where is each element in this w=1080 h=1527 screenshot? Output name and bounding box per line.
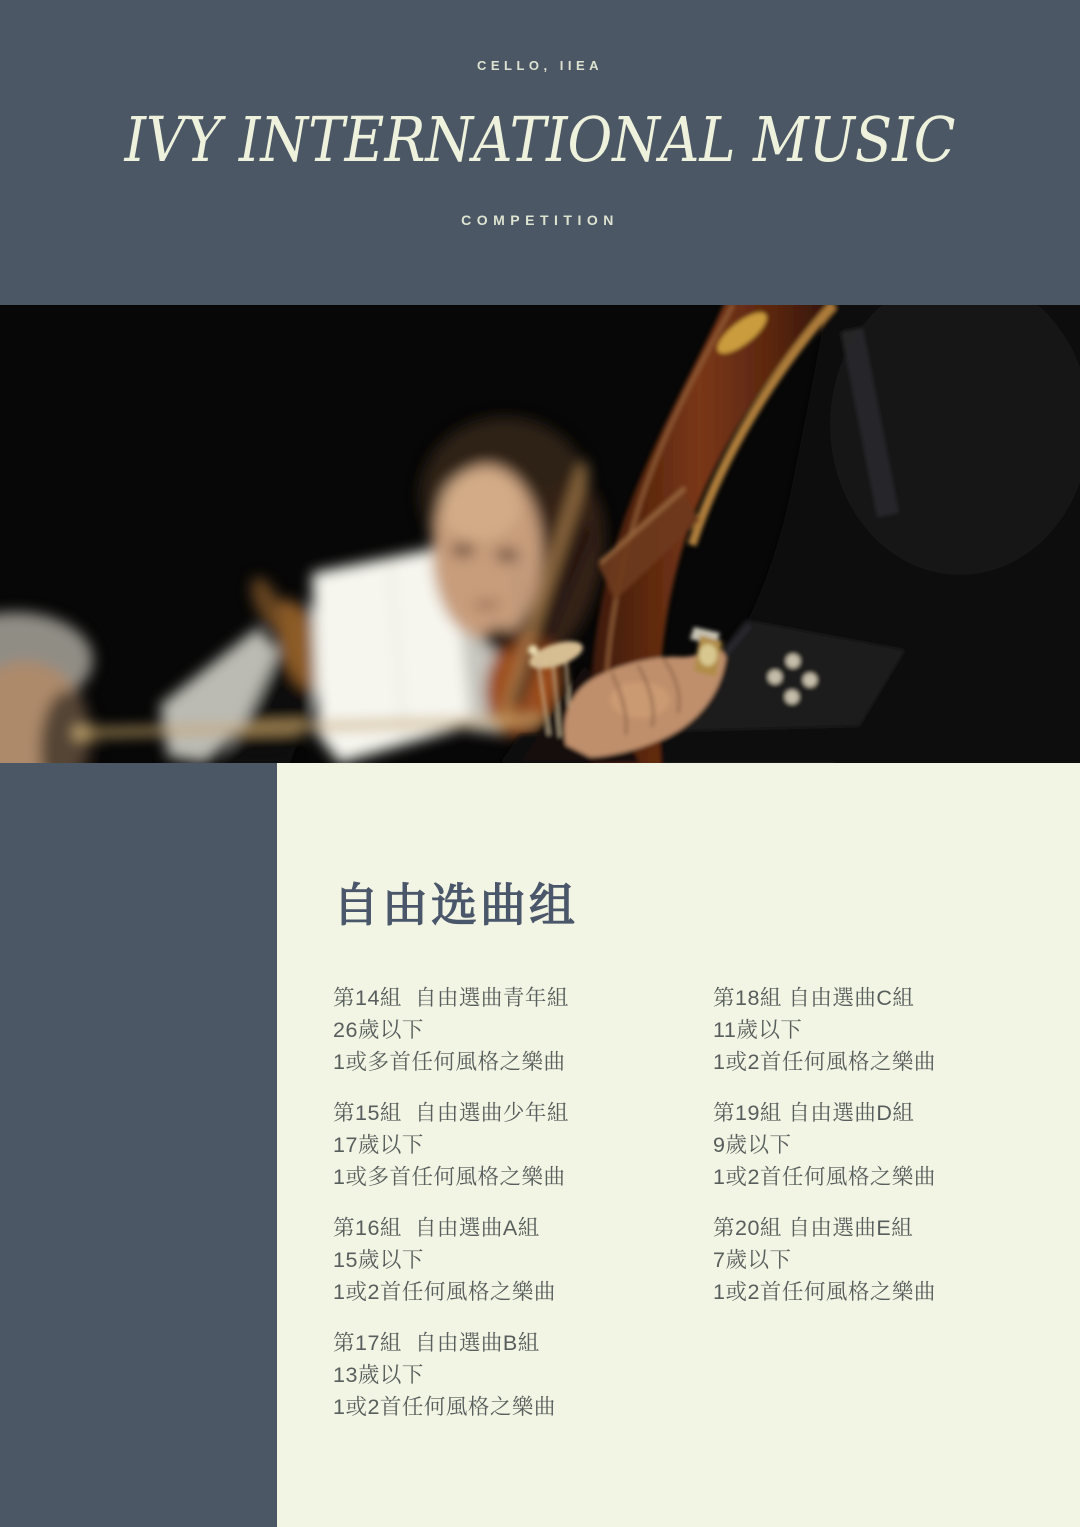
concert-photo xyxy=(0,305,1080,763)
body-section xyxy=(0,763,1080,1527)
group-age: 17歲以下 xyxy=(333,1133,424,1157)
group-item-17 xyxy=(333,1327,713,1423)
group-repertoire: 1或多首任何風格之樂曲 xyxy=(333,1165,566,1189)
group-columns xyxy=(333,982,1080,1442)
groups-content xyxy=(277,763,1080,1527)
group-title: 第18組 自由選曲C組 xyxy=(713,986,915,1010)
group-title: 第17組 自由選曲B組 xyxy=(333,1331,540,1355)
group-column-right xyxy=(713,982,1080,1442)
group-repertoire: 1或2首任何風格之樂曲 xyxy=(713,1050,936,1074)
group-item-16 xyxy=(333,1212,713,1308)
group-repertoire: 1或2首任何風格之樂曲 xyxy=(333,1280,556,1304)
group-age: 13歲以下 xyxy=(333,1363,424,1387)
group-title: 第15組 自由選曲少年組 xyxy=(333,1101,569,1125)
group-item-15 xyxy=(333,1097,713,1193)
group-title: 第20組 自由選曲E組 xyxy=(713,1216,914,1240)
group-repertoire: 1或2首任何風格之樂曲 xyxy=(333,1395,556,1419)
group-repertoire: 1或多首任何風格之樂曲 xyxy=(333,1050,566,1074)
group-title: 第19組 自由選曲D組 xyxy=(713,1101,915,1125)
header-kicker: CELLO, IIEA xyxy=(476,58,604,73)
group-item-18 xyxy=(713,982,1080,1078)
group-repertoire: 1或2首任何風格之樂曲 xyxy=(713,1165,936,1189)
group-title: 第14組 自由選曲青年組 xyxy=(333,986,569,1010)
header-subtitle: COMPETITION xyxy=(461,212,619,228)
group-item-19 xyxy=(713,1097,1080,1193)
group-item-20 xyxy=(713,1212,1080,1308)
group-age: 9歲以下 xyxy=(713,1133,792,1157)
section-heading: 自由选曲组 xyxy=(333,879,578,931)
group-column-left xyxy=(333,982,713,1442)
group-item-14 xyxy=(333,982,713,1078)
group-title: 第16組 自由選曲A組 xyxy=(333,1216,540,1240)
left-accent-strip xyxy=(0,763,277,1527)
group-age: 15歲以下 xyxy=(333,1248,424,1272)
header xyxy=(0,0,1080,305)
group-age: 26歲以下 xyxy=(333,1018,424,1042)
group-repertoire: 1或2首任何風格之樂曲 xyxy=(713,1280,936,1304)
group-age: 11歲以下 xyxy=(713,1018,803,1042)
group-age: 7歲以下 xyxy=(713,1248,792,1272)
concert-photo-illustration xyxy=(0,305,1080,763)
page-title: IVY INTERNATIONAL MUSIC xyxy=(124,103,956,176)
